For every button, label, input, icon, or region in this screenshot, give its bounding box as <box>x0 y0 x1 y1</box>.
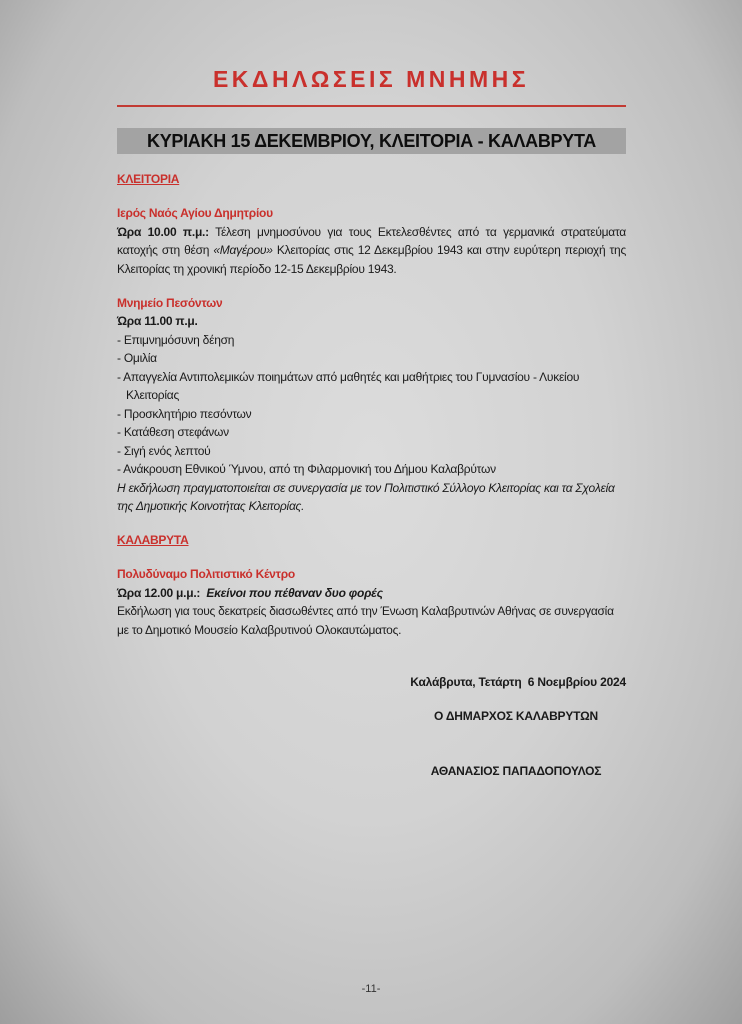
event1-text-a: Τέλεση μνημοσύνου για τους Εκτελεσθέντες από τα γερμανικά στρατεύματα κατοχής στη θέση <box>117 224 626 257</box>
signature-name: ΑΘΑΝΑΣΙΟΣ ΠΑΠΑΔΟΠΟΥΛΟΣ <box>430 764 602 778</box>
list-item-continuation: Κλειτορίας <box>126 388 179 402</box>
program-content <box>117 170 626 639</box>
list-item: - Απαγγελία Αντιπολεμικών ποιημάτων από μαθητές και μαθήτριες του Γυμνασίου - Λυκείου <box>117 369 580 384</box>
title-divider <box>117 105 626 107</box>
event2-note: Η εκδήλωση πραγματοποιείται σε συνεργασία με τον Πολιτιστικό Σύλλογο Κλειτορίας και τα Σχολεία της Δημοτικής Κοινοτήτας Κλειτορίας. <box>117 480 615 513</box>
event1-text-b: Κλειτορίας στις 12 Δεκεμβρίου 1943 και στην ευρύτερη περιοχή της Κλειτορίας τη χρονική περίοδο 12-15 Δεκεμβρίου 1943. <box>117 243 626 276</box>
venue-monument: Μνημείο Πεσόντων <box>117 295 223 310</box>
event3-title: Εκείνοι που πέθαναν δυο φορές <box>200 585 383 600</box>
signature-role: Ο ΔΗΜΑΡΧΟΣ ΚΑΛΑΒΡΥΤΩΝ <box>434 709 598 723</box>
section-heading-kalavryta: ΚΑΛΑΒΡΥΤΑ <box>117 533 189 547</box>
section-heading-kleitoria: ΚΛΕΙΤΟΡΙΑ <box>117 172 180 186</box>
list-item: - Ανάκρουση Εθνικού Ύμνου, από τη Φιλαρμονική του Δήμου Καλαβρύτων <box>117 462 496 476</box>
list-item: - Σιγή ενός λεπτού <box>117 443 211 458</box>
venue-church: Ιερός Ναός Αγίου Δημητρίου <box>117 206 273 220</box>
list-item: - Επιμνημόσυνη δέηση <box>117 332 235 347</box>
signature-date: Καλάβρυτα, Τετάρτη 6 Νοεμβρίου 2024 <box>410 675 626 689</box>
page-title: ΕΚΔΗΛΩΣΕΙΣ ΜΝΗΜΗΣ <box>212 66 530 92</box>
event2-time: Ώρα 11.00 π.μ. <box>117 314 198 328</box>
list-item: - Προσκλητήριο πεσόντων <box>117 406 252 421</box>
event1-location: «Μαγέρου» <box>213 243 273 257</box>
event1-time: Ώρα 10.00 π.μ.: <box>117 224 209 239</box>
event3-header <box>117 584 626 603</box>
venue-cultural-center: Πολυδύναμο Πολιτιστικό Κέντρο <box>117 567 295 581</box>
event3-time: Ώρα 12.00 μ.μ.: <box>117 585 201 600</box>
event3-description: Εκδήλωση για τους δεκατρείς διασωθέντες από την Ένωση Καλαβρυτινών Αθήνας σε συνεργασία με το Δημοτικό Μουσείο Καλαβρυτινού Ολοκαυτώματος. <box>117 604 614 637</box>
list-item: - Ομιλία <box>117 351 157 365</box>
event1-description <box>117 223 626 279</box>
date-banner: ΚΥΡΙΑΚΗ 15 ΔΕΚΕΜΒΡΙΟΥ, ΚΛΕΙΤΟΡΙΑ - ΚΑΛΑΒΡΥΤΑ <box>117 128 626 154</box>
page-number: -11- <box>361 983 381 995</box>
list-item: - Κατάθεση στεφάνων <box>117 425 229 439</box>
